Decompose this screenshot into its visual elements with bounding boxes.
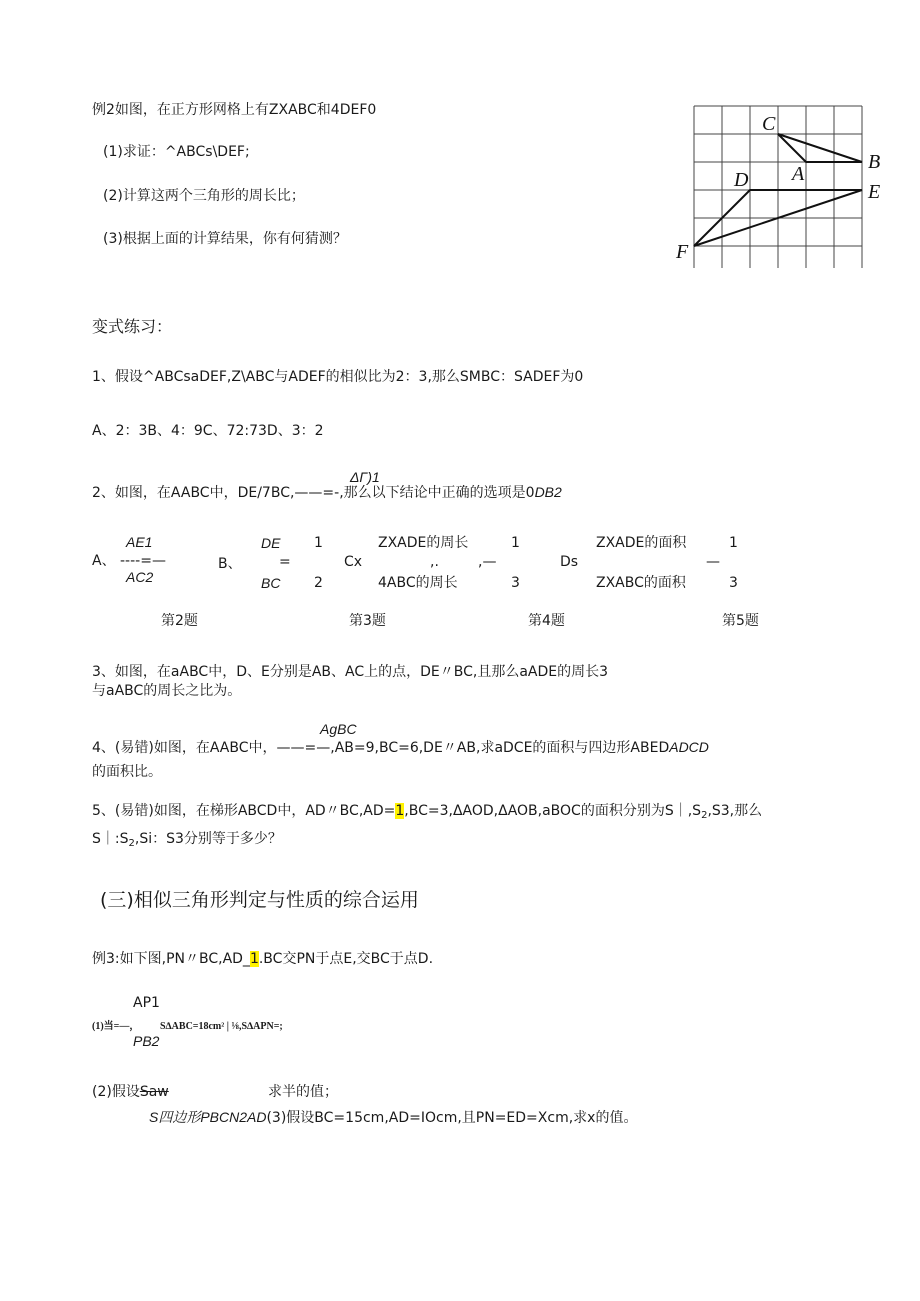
caption-5: 第5题 [722,613,759,629]
practice-4-line2: 的面积比。 [92,764,162,780]
ex3-q2-b: 求半的值； [268,1084,338,1100]
label-a: A [792,163,805,185]
label-b: B [868,151,881,173]
caption-2: 第2题 [161,613,198,629]
ex3-q3 [149,1108,637,1127]
label-e: E [868,181,881,203]
option-d-n1: 1 [729,535,738,551]
ex3-q3-italic: S四边形PBCN2AD [149,1109,267,1125]
ex3-q1-top: AP1 [133,995,160,1011]
option-c-dots: ,. [430,554,439,570]
practice-4-above: AgBC [320,721,357,737]
practice-5-highlight: 1 [395,803,405,819]
grid-figure [672,98,892,268]
section3-heading: (三)相似三角形判定与性质的综合运用 [100,889,419,911]
practice-2-text: 2、如图，在AABC中，DE/7BC,——=-,那么以下结论中正确的选项是0 [92,485,535,501]
practice-5-line1 [92,802,762,825]
option-b-n2: 2 [314,575,323,591]
ex3-q2-a: (2)假设 [92,1084,140,1100]
option-b-top: DE [261,535,281,551]
ex3-q2-saw: Saw [139,1084,169,1100]
label-d: D [734,169,749,191]
ex3-q1-mid: (1)当=—， [92,1021,140,1032]
practice-4-tail: ADCD [669,739,709,755]
practice-3-line2: 与aABC的周长之比为。 [92,683,242,699]
practice-5-post2: ,S3,那么 [707,803,763,819]
example2-q1: (1)求证：^ABCs\DEF; [103,144,250,160]
example3-line [92,950,433,968]
option-c-label: Cx [344,554,363,570]
option-a-top: AE1 [126,534,153,550]
practice-heading: 变式练习： [92,317,173,336]
option-a-mid: ----=— [120,553,166,569]
ex3-q1-formula: S∆ABC=18cm² | ⅛,S∆APN=; [160,1021,283,1032]
practice-1-options: A、2：3B、4：9C、72:73D、3：2 [92,423,324,439]
option-d-top: ZXADE的面积 [596,535,687,551]
option-a-bottom: AC2 [126,569,154,585]
practice-5-l2-sub: 2 [128,838,135,849]
example2-title: 例2如图，在正方形网格上有ZXABC和4DEF0 [92,102,377,118]
practice-4-line1 [92,738,709,757]
label-c: C [762,113,776,135]
option-b-label: B、 [218,556,242,572]
example3-highlight: 1 [249,951,259,967]
practice-1: 1、假设^ABCsaDEF,Z\ABC与ADEF的相似比为2：3,那么SMBC：SADEF为0 [92,369,584,385]
option-d-dash: — [706,554,720,570]
option-c-n2: 3 [511,575,520,591]
grid-lines [694,106,862,268]
practice-5-post: ,BC=3,ΔAOD,ΔAOB,aBOC的面积分别为S｜,S [404,803,702,819]
practice-5-sub: 2 [701,810,708,821]
option-b-bottom: BC [261,575,281,591]
option-d-n2: 3 [729,575,738,591]
caption-4: 第4题 [528,613,565,629]
option-c-n1: 1 [511,535,520,551]
option-c-bottom: 4ABC的周长 [378,575,458,591]
practice-2-above: ΔΓ)1 [350,469,380,485]
practice-5-line2 [92,830,282,853]
option-b-eq: = [279,554,291,570]
practice-4-text: 4、(易错)如图，在AABC中，——=—,AB=9,BC=6,DE〃AB,求aDCE的面积与四边形ABED [92,740,670,756]
ex3-q1-bottom: PB2 [133,1033,160,1049]
practice-5-l2-pre: S｜:S [92,831,129,847]
option-c-dash: ,— [478,554,497,570]
ex3-q2 [92,1083,169,1101]
triangle-abc [778,134,862,162]
example3-post: .BC交PN于点E,交BC于点D. [258,951,434,967]
option-d-label: Ds [560,554,579,570]
practice-5-pre: 5、(易错)如图，在梯形ABCD中，AD〃BC,AD= [92,803,396,819]
option-c-top: ZXADE的周长 [378,535,469,551]
example2-q2: (2)计算这两个三角形的周长比； [103,188,305,204]
option-d-bottom: ZXABC的面积 [596,575,686,591]
ex3-q3-text: (3)假设BC=15cm,AD=IOcm,且PN=ED=Xcm,求x的值。 [266,1110,638,1126]
option-a-label: A、 [92,553,116,569]
practice-3-line1: 3、如图，在aABC中，D、E分别是AB、AC上的点，DE〃BC,且那么aADE的周长3 [92,664,609,680]
example2-q3: (3)根据上面的计算结果，你有何猜测？ [103,231,347,247]
example3-pre: 例3:如下图,PN〃BC,AD_ [92,951,250,967]
practice-2 [92,483,562,502]
practice-2-tail: DB2 [534,484,562,500]
option-b-n1: 1 [314,535,323,551]
caption-3: 第3题 [349,613,386,629]
label-f: F [676,241,689,263]
practice-5-l2-post: ,Si：S3分别等于多少？ [134,831,282,847]
